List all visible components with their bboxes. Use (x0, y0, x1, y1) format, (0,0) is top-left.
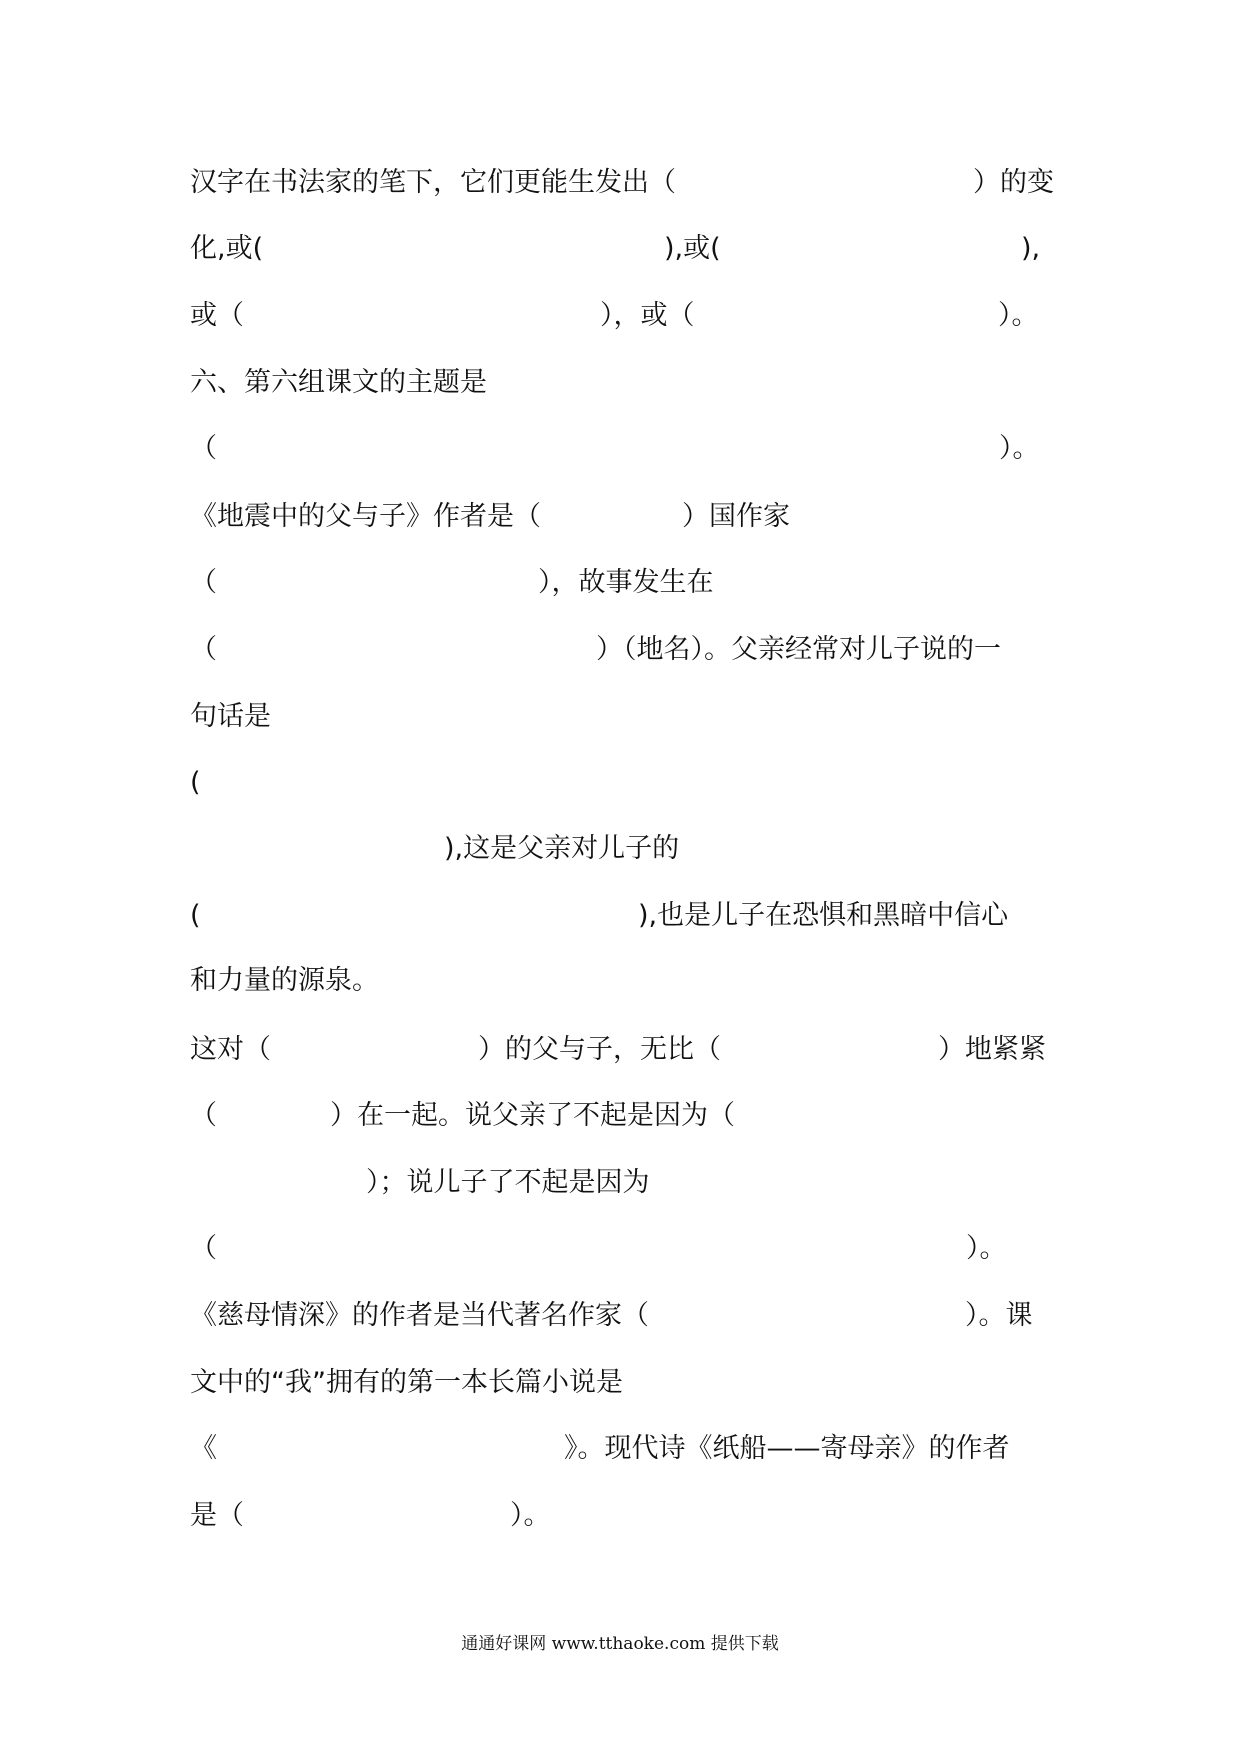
text-segment: ）。 (998, 300, 1039, 331)
text-segment: 和力量的源泉。 (190, 965, 379, 996)
text-segment: ），或（ (600, 300, 695, 331)
text-segment: ），故事发生在 (538, 567, 714, 598)
text-segment: ),这是父亲对儿子的 (444, 833, 680, 864)
text-segment: ）。 (510, 1500, 551, 1531)
text-segment: ）。 (966, 1233, 1007, 1264)
text-segment: 这对（ (190, 1034, 271, 1065)
text-segment: （ (190, 1233, 217, 1264)
text-segment: 《地震中的父与子》作者是（ (190, 501, 541, 532)
text-segment: 《 (190, 1433, 217, 1464)
text-segment: 是（ (190, 1500, 244, 1531)
text-segment: ）在一起。说父亲了不起是因为（ (330, 1100, 735, 1131)
text-segment: 汉字在书法家的笔下，它们更能生发出（ (190, 167, 676, 198)
text-segment: ）地紧紧 (938, 1034, 1046, 1065)
text-segment: ),也是儿子在恐惧和黑暗中信心 (638, 900, 1009, 931)
page-footer: 通通好课网 www.tthaoke.com 提供下载 (461, 1634, 779, 1654)
text-segment: ( (190, 767, 201, 798)
text-segment: ）；说儿子了不起是因为 (366, 1167, 650, 1198)
text-segment: ）。课 (965, 1300, 1033, 1331)
text-segment: 《慈母情深》的作者是当代著名作家（ (190, 1300, 649, 1331)
text-segment: ( (190, 900, 201, 931)
text-segment: ）。 (999, 433, 1040, 464)
text-segment: ),或( (664, 233, 721, 264)
text-segment: ）（地名）。父亲经常对儿子说的一 (596, 634, 1001, 665)
text-segment: 文中的“我”拥有的第一本长篇小说是 (190, 1367, 623, 1398)
text-segment: 句话是 (190, 701, 271, 732)
text-segment: （ (190, 634, 217, 665)
text-segment: ), (1021, 233, 1041, 264)
text-segment: （ (190, 1100, 217, 1131)
text-segment: ）国作家 (682, 501, 790, 532)
text-segment: 》。现代诗《纸船——寄母亲》的作者 (564, 1433, 1010, 1464)
text-segment: ）的变 (973, 167, 1054, 198)
text-segment: 或（ (190, 300, 244, 331)
text-segment: 六、第六组课文的主题是 (190, 367, 487, 398)
text-segment: ）的父与子，无比（ (478, 1034, 721, 1065)
text-segment: 化,或( (190, 233, 264, 264)
text-segment: （ (190, 433, 217, 464)
text-segment: （ (190, 567, 217, 598)
